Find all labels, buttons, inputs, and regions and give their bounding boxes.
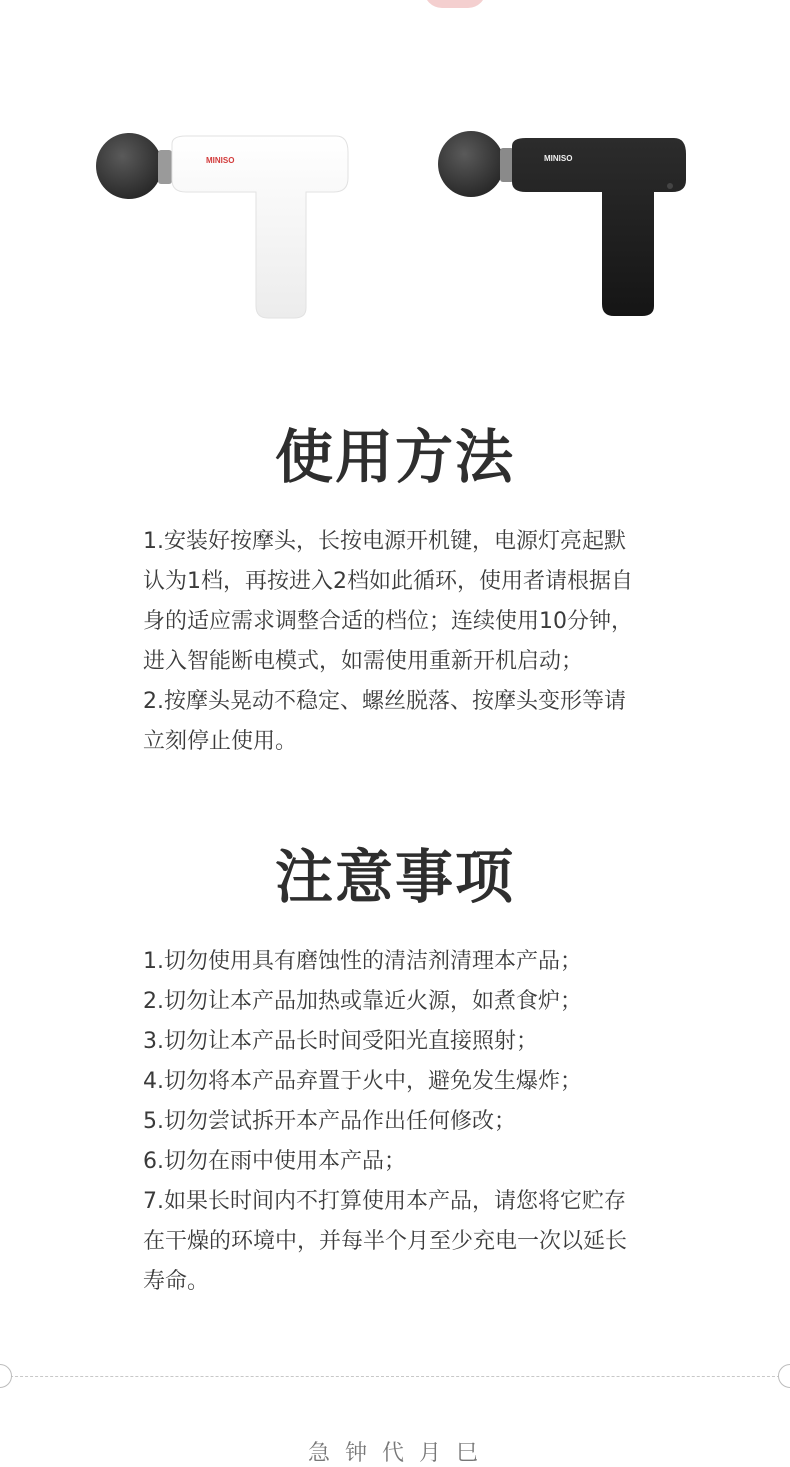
product-image-black-massage-gun: [438, 128, 698, 322]
usage-line: 2.按摩头晃动不稳定、螺丝脱落、按摩头变形等请: [143, 689, 626, 714]
usage-line: 认为1档，再按进入2档如此循环，使用者请根据自: [143, 569, 633, 594]
notes-line: 3.切勿让本产品长时间受阳光直接照射；: [143, 1029, 538, 1054]
usage-line: 1.安装好按摩头，长按电源开机键，电源灯亮起默: [143, 529, 626, 554]
notes-line: 寿命。: [143, 1269, 210, 1294]
notes-line: 4.切勿将本产品弃置于火中，避免发生爆炸；: [143, 1069, 582, 1094]
footer-heading-partial: 急 钟 代 月 巳: [308, 1441, 482, 1466]
dashed-divider: [0, 1376, 790, 1377]
usage-title: 使用方法: [274, 423, 515, 491]
notes-line: 7.如果长时间内不打算使用本产品，请您将它贮存: [143, 1189, 626, 1214]
usage-line: 立刻停止使用。: [143, 729, 298, 754]
notes-line: 在干燥的环境中，并每半个月至少充电一次以延长: [143, 1229, 628, 1254]
product-brand-logo-white: MINISO: [206, 156, 235, 165]
notes-line: 2.切勿让本产品加热或靠近火源，如煮食炉；: [143, 989, 582, 1014]
usage-line: 身的适应需求调整合适的档位；连续使用10分钟，: [143, 609, 633, 634]
divider-notch-right: [778, 1364, 790, 1388]
notes-title: 注意事项: [274, 843, 515, 911]
notes-line: 5.切勿尝试拆开本产品作出任何修改；: [143, 1109, 516, 1134]
usage-line: 进入智能断电模式，如需使用重新开机启动；: [143, 649, 584, 674]
usage-paragraph: [143, 522, 703, 762]
decorative-pink-shape: [424, 0, 486, 8]
product-image-white-massage-gun: [96, 128, 356, 322]
notes-paragraph: [143, 942, 703, 1302]
divider-notch-left: [0, 1364, 12, 1388]
product-brand-logo-black: MINISO: [544, 154, 573, 163]
notes-line: 1.切勿使用具有磨蚀性的清洁剂清理本产品；: [143, 949, 582, 974]
notes-line: 6.切勿在雨中使用本产品；: [143, 1149, 406, 1174]
